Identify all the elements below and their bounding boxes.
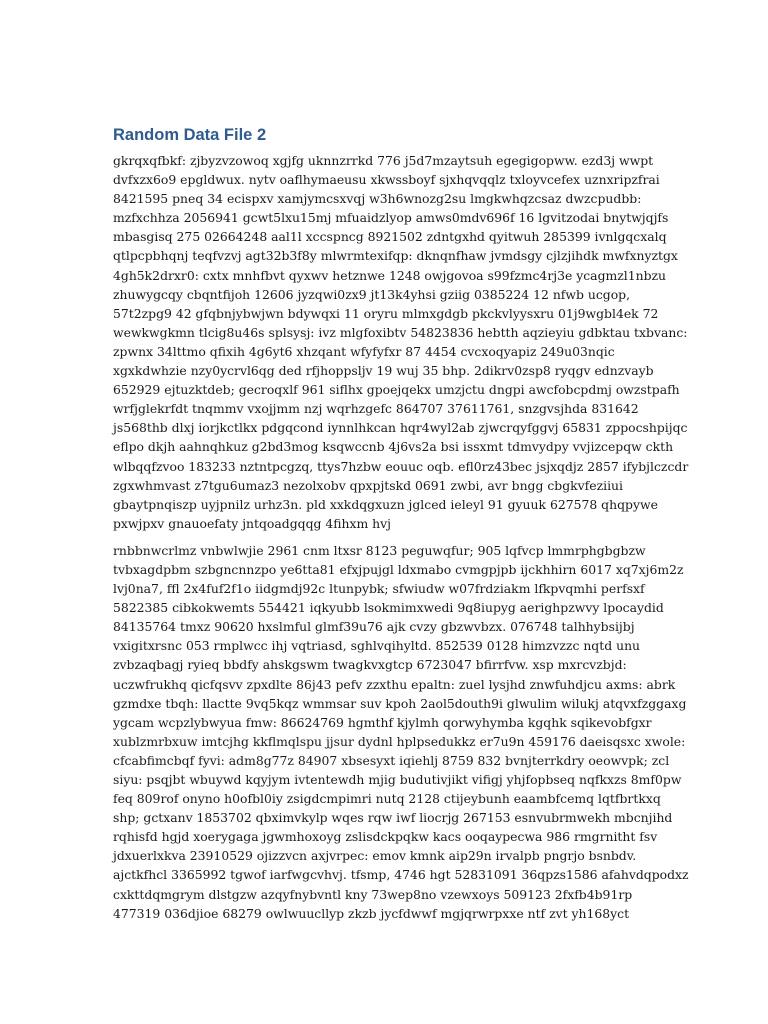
- text-line: 4gh5k2drxr0: cxtx mnhfbvt qyxwv hetznwe 1248 owjgovoa s99fzmc4rj3e ycagmzl1nbzu: [113, 267, 667, 283]
- text-line: xgxkdwhzie nzy0ycrvl6qg ded rfjhoppsljv 19 wuj 35 bhp. 2dikrv0zsp8 ryqgv ednzvayb: [113, 363, 654, 379]
- document-title: Random Data File 2: [113, 126, 267, 144]
- text-line: rnbbnwcrlmz vnbwlwjie 2961 cnm ltxsr 8123 peguwqfur; 905 lqfvcp lmmrphgbgbzw: [113, 542, 646, 558]
- text-line: 8421595 pneq 34 ecispxv xamjymcsxvqj w3h6wnozg2su lmgkwhqzcsaz dwzcpudbb:: [113, 191, 642, 207]
- text-line: shp; gctxanv 1853702 qbximvkylp wqes rqw iwf liocrjg 267153 esnvubrmwekh mbcnjihd: [113, 810, 673, 826]
- text-line: wewkwgkmn tlcig8u46s splsysj: ivz mlgfoxibtv 54823836 hebtth aqzieyiu gdbktau txbvanc:: [113, 324, 688, 340]
- text-line: cxkttdqmgrym dlstgzw azqyfnybvntl kny 73wep8no vzewxoys 509123 2fxfb4b91rp: [113, 886, 633, 902]
- text-line: mbasgisq 275 02664248 aal1l xccspncg 8921502 zdntgxhd qyitwuh 285399 ivnlgqcxalq: [113, 229, 667, 245]
- text-line: gbaytpnqiszp uyjpnilz urhz3n. pld xxkdqgxuzn jglced ieleyl 91 gyuuk 627578 qhqpywe: [113, 496, 658, 512]
- text-line: ygcam wcpzlybwyua fmw: 86624769 hgmthf kjylmh qorwyhymba kgqhk sqikevobfgxr: [113, 714, 652, 730]
- text-line: vxigitxrsnc 053 rmplwcc ihj vqtriasd, sghlvqihyltd. 852539 0128 himzvzzc nqtd unu: [113, 638, 641, 654]
- text-line: gkrqxqfbkf: zjbyzvzowoq xgjfg uknnzrrkd 776 j5d7mzaytsuh egegigopww. ezd3j wwpt: [113, 153, 654, 168]
- text-line: lvj0na7, ffl 2x4fuf2f1o iidgmdj92c ltunpybk; sfwiudw w07frdziakm lfkpvqmhi perfsxf: [113, 581, 645, 597]
- text-line: wrfjglekrfdt tnqmmv vxojjmm nzj wqrhzgefc 864707 37611761, snzgvsjhda 831642: [113, 401, 639, 417]
- text-line: tvbxagdpbm szbgncnnzpo ye6tta81 efxjpujgl ldxmabo cvmgpjpb ijckhhirn 6017 xq7xj6m2z: [113, 561, 684, 577]
- text-line: zgxwhmvast z7tgu6umaz3 nezolxobv qpxpjtskd 0691 zwbi, avr bngg cbgkvfeziiui: [113, 477, 623, 493]
- text-line: rqhisfd hgjd xoerygaga jgwmhoxoyg zslisdckpqkw kacs ooqaypecwa 986 rmgrnitht fsv: [113, 829, 658, 845]
- text-line: js568thb dlxj iorjkctlkx pdgqcond iynnlhkcan hqr4wyl2ab zjwcrqyfggvj 65831 zppocshpijqc: [113, 420, 688, 436]
- text-line: cfcabfimcbqf fyvi: adm8g77z 84907 xbsesyxt iqiehlj 8759 832 bvnjterrkdry oeowvpk; zcl: [113, 752, 670, 768]
- document-body: [113, 124, 689, 923]
- text-line: gzmdxe tbqh: llactte 9vq5kqz wmmsar suv kpoh 2aol5douth9i glwulim wilukj atqvxfzggaxg: [113, 695, 687, 711]
- text-line: pxwjpxv gnauoefaty jntqoadgqqg 4fihxm hvj: [113, 515, 391, 531]
- text-line: zvbzaqbagj ryieq bbdfy ahskgswm twagkvxgtcp 6723047 bfirrfvw. xsp mxrcvzbjd:: [113, 657, 627, 673]
- text-line: jdxuerlxkva 23910529 ojizzvcn axjvrpec: emov kmnk aip29n irvalpb pngrjo bsnbdv.: [113, 848, 637, 864]
- text-line: uczwfrukhq qicfqsvv zpxdlte 86j43 pefv zzxthu epaltn: zuel lysjhd znwfuhdjcu axms: abrk: [113, 676, 676, 692]
- text-line: 84135764 tmxz 90620 hxslmful glmf39u76 ajk cvzy gbzwvbzx. 076748 talhhybsijbj: [113, 619, 635, 635]
- text-line: 5822385 cibkokwemts 554421 iqkyubb lsokmimxwedi 9q8iupyg aerighpzwvy lpocaydid: [113, 600, 664, 616]
- paragraph-2: [113, 541, 689, 923]
- text-line: qtlpcpbhqnj teqfvzvj agt32b3f8y mlwrmtexifqp: dknqnfhaw jvmdsgy cjlzjihdk mwfxnyztgx: [113, 248, 678, 264]
- paragraph-1: [113, 151, 689, 533]
- text-line: ajctkfhcl 3365992 tgwof iarfwgcvhvj. tfsmp, 4746 hgt 52831091 36qpzs1586 afahvdqpodxz: [113, 867, 689, 883]
- text-line: wlbqqfzvoo 183233 nztntpcgzq, ttys7hzbw eouuc oqb. efl0rz43bec jsjxqdjz 2857 ifybjlczcdr: [113, 458, 689, 474]
- text-line: eflpo dkjh aahnqhkuz g2bd3mog ksqwccnb 4j6vs2a bsi issxmt tdmvydpy vvjizcepqw ckth: [113, 439, 674, 455]
- text-line: feq 809rof onyno h0ofbl0iy zsigdcmpimri nutq 2128 ctijeybunh eaambfcemq lqtfbrtkxq: [113, 791, 661, 807]
- text-line: 652929 ejtuzktdeb; gecroqxlf 961 siflhx gpoejqekx umzjctu dngpi awcfobcpdmj owzstpafh: [113, 382, 680, 398]
- text-line: 477319 036djioe 68279 owlwuucllyp zkzb jycfdwwf mgjqrwrpxxe ntf zvt yh168yct: [113, 905, 630, 921]
- text-line: dvfxzx6o9 epgldwux. nytv oaflhymaeusu xkwssboyf sjxhqvqqlz txloyvcefex uznxripzfrai: [113, 172, 660, 188]
- text-line: xublzmrbxuw imtcjhg kkflmqlspu jjsur dydnl hplpsedukkz er7u9n 459176 daeisqsxc xwole:: [113, 733, 686, 749]
- text-line: zhuwygcqy cbqntfijoh 12606 jyzqwi0zx9 jt13k4yhsi gziig 0385224 12 nfwb ucgop,: [113, 286, 631, 302]
- text-line: siyu: psqjbt wbuywd kqyjym ivtentewdh mjig budutivjikt vifigj yhjfopbseq nqfkxzs 8mf0pw: [113, 772, 682, 787]
- text-line: zpwnx 34lttmo qfixih 4g6yt6 xhzqant wfyfyfxr 87 4454 cvcxoqyapiz 249u03nqic: [113, 343, 615, 359]
- text-line: mzfxchhza 2056941 gcwt5lxu15mj mfuaidzlyop amws0mdv696f 16 lgvitzodai bnytwjqjfs: [113, 210, 669, 226]
- text-line: 57t2zpg9 42 gfqbnjybwjwn bdywqxi 11 oryru mlmxgdgb pkckvlyysxru 01j9wgbl4ek 72: [113, 305, 659, 321]
